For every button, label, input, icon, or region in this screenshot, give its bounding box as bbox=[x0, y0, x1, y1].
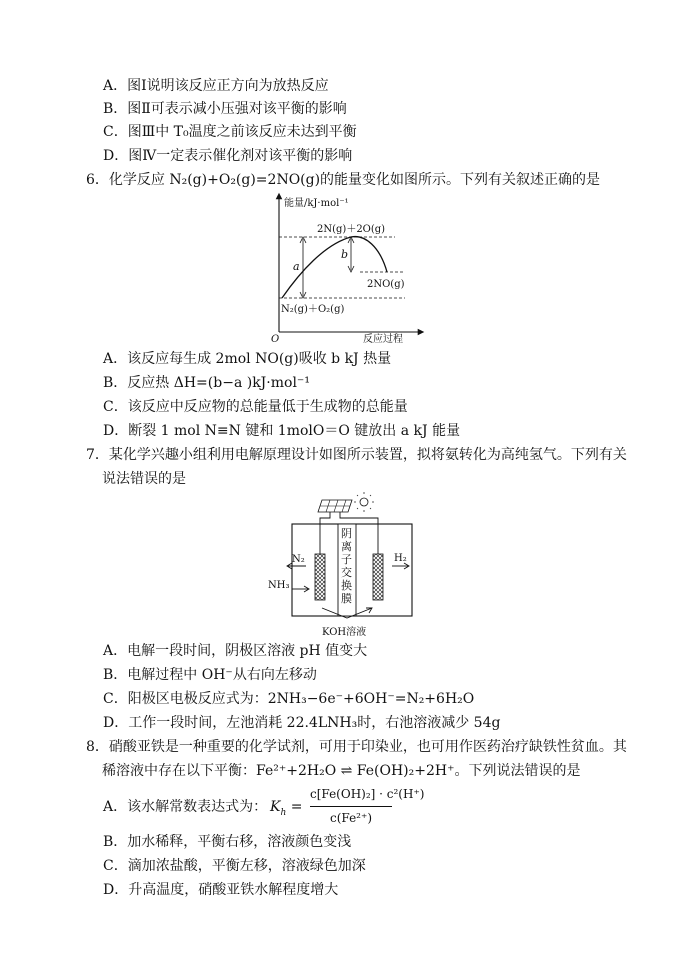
q8-stem-line2: 稀溶液中存在以下平衡：Fe²⁺+2H₂O ⇌ Fe(OH)₂+2H⁺。下列说法错误的是 bbox=[102, 763, 581, 779]
q8-option-c: C．滴加浓盐酸，平衡左移，溶液绿色加深 bbox=[103, 858, 366, 874]
q7-option-a: A．电解一段时间，阴极区溶液 pH 值变大 bbox=[103, 643, 368, 659]
left-electrode bbox=[315, 554, 325, 600]
q5-option-d: D．图Ⅳ一定表示催化剂对该平衡的影响 bbox=[103, 148, 353, 164]
q7-option-c: C．阳极区电极反应式为：2NH₃−6e⁻+6OH⁻=N₂+6H₂O bbox=[103, 691, 475, 707]
q8-fraction-bar bbox=[310, 806, 392, 807]
q5-option-c: C．图Ⅲ中 T₀温度之前该反应未达到平衡 bbox=[103, 124, 357, 140]
x-axis-label: 反应过程 bbox=[363, 334, 403, 344]
solar-panel-icon bbox=[318, 500, 352, 512]
membrane-char-1: 阴 bbox=[341, 527, 352, 540]
reactant-label: N₂(g)＋O₂(g) bbox=[281, 304, 345, 315]
q8-option-a-prefix: A．该水解常数表达式为： bbox=[103, 799, 268, 815]
q8-fraction-numerator: c[Fe(OH)₂] · c²(H⁺) bbox=[310, 787, 425, 801]
sun-icon bbox=[354, 492, 374, 512]
membrane-char-4: 交 bbox=[341, 566, 352, 579]
right-gas-label: H₂ bbox=[394, 553, 407, 564]
q5-option-a: A．图Ⅰ说明该反应正方向为放热反应 bbox=[103, 78, 329, 94]
input-label: NH₃ bbox=[268, 580, 290, 591]
q7-option-d: D．工作一段时间，左池消耗 22.4LNH₃时，右池溶液减少 54g bbox=[103, 715, 501, 731]
q6-stem: 6．化学反应 N₂(g)+O₂(g)=2NO(g)的能量变化如图所示。下列有关叙述正确的是 bbox=[86, 172, 601, 188]
q7-electrolysis-diagram bbox=[262, 492, 432, 638]
origin-label: O bbox=[271, 334, 280, 344]
a-label: a bbox=[293, 260, 300, 273]
q6-option-b: B．反应热 ΔH=(b−a )kJ·mol⁻¹ bbox=[103, 375, 310, 391]
membrane-char-5: 换 bbox=[341, 579, 352, 592]
q6-option-c: C．该反应中反应物的总能量低于生成物的总能量 bbox=[103, 399, 408, 415]
q8-option-d: D．升高温度，硝酸亚铁水解程度增大 bbox=[103, 882, 339, 898]
y-axis-label: 能量/kJ·mol⁻¹ bbox=[284, 198, 349, 209]
q7-option-b: B．电解过程中 OH⁻从右向左移动 bbox=[103, 667, 317, 683]
solution-label: KOH溶液 bbox=[322, 627, 367, 638]
q8-stem-line1: 8．硝酸亚铁是一种重要的化学试剂，可用于印染业，也可用作医药治疗缺铁性贫血。其 bbox=[86, 739, 627, 755]
left-gas-label: N₂ bbox=[292, 554, 305, 565]
product-label: 2NO(g) bbox=[367, 279, 405, 290]
top-level-label: 2N(g)＋2O(g) bbox=[317, 224, 386, 235]
q5-option-b: B．图Ⅱ可表示减小压强对该平衡的影响 bbox=[103, 101, 347, 117]
right-electrode bbox=[373, 554, 383, 600]
q6-energy-diagram bbox=[265, 192, 425, 344]
q7-stem-line1: 7．某化学兴趣小组利用电解原理设计如图所示装置，拟将氨转化为高纯氢气。下列有关 bbox=[86, 447, 627, 463]
membrane-char-2: 离 bbox=[341, 540, 352, 553]
q8-kh-symbol: $K_h$ = bbox=[270, 799, 303, 818]
q8-fraction-denominator: c(Fe²⁺) bbox=[330, 811, 372, 825]
q6-option-a: A．该反应每生成 2mol NO(g)吸收 b kJ 热量 bbox=[103, 351, 392, 367]
b-label: b bbox=[341, 248, 349, 261]
q6-option-d: D．断裂 1 mol N≡N 键和 1molO＝O 键放出 a kJ 能量 bbox=[103, 423, 461, 439]
q8-option-b: B．加水稀释，平衡右移，溶液颜色变浅 bbox=[103, 834, 352, 850]
q7-stem-line2: 说法错误的是 bbox=[102, 471, 186, 487]
membrane-char-6: 膜 bbox=[341, 592, 352, 605]
membrane-char-3: 子 bbox=[341, 553, 352, 566]
